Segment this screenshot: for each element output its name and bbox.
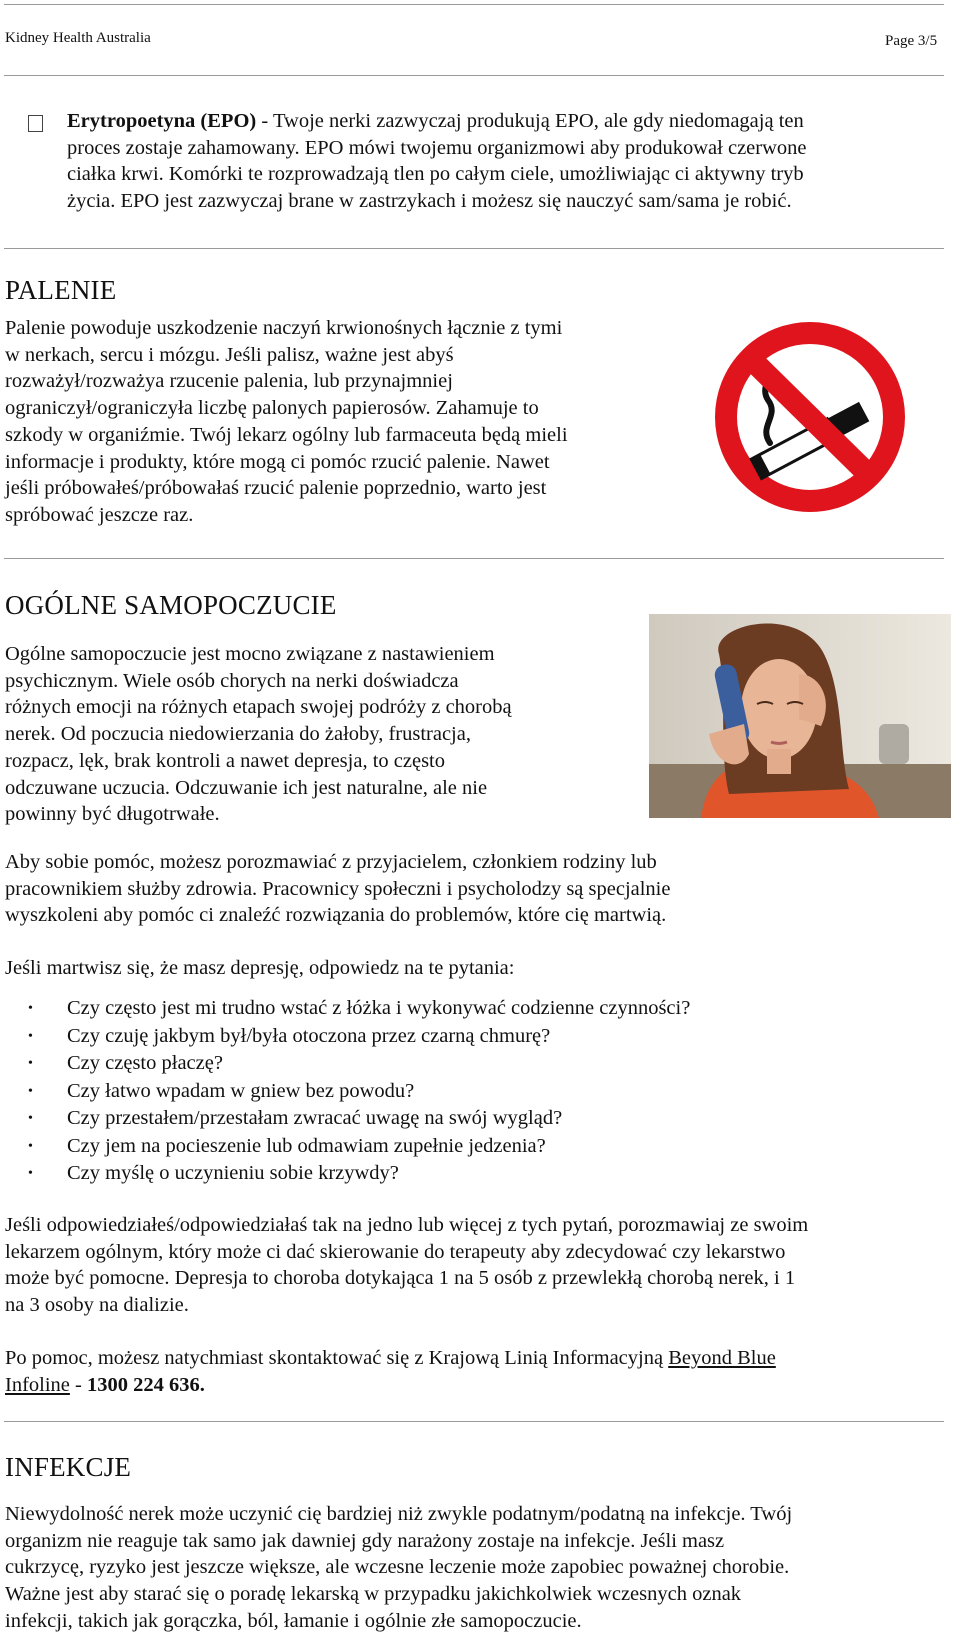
list-item xyxy=(0,995,690,1023)
epo-line-1 xyxy=(67,108,947,135)
wellbeing-line: odczuwane uczucia. Odczuwanie ich jest naturalne, ale nie xyxy=(5,776,488,799)
wellbeing-line: rozpacz, lęk, brak kontroli a nawet depresja, to często xyxy=(5,749,445,772)
header-page: Page 3/5 xyxy=(885,33,938,49)
wellbeing-intro xyxy=(5,641,645,828)
bullet: • xyxy=(28,1166,33,1181)
question-text: Czy jem na pocieszenie lub odmawiam zupełnie jedzenia? xyxy=(67,1134,546,1157)
question-text: Czy przestałem/przestałam zwracać uwagę na swój wygląd? xyxy=(67,1107,563,1129)
question-intro: Jeśli martwisz się, że masz depresję, odpowiedz na te pytania: xyxy=(5,957,515,979)
bullet: • xyxy=(28,1083,33,1099)
answer-paragraph xyxy=(5,1212,955,1319)
epo-term: Erytropoetyna (EPO) xyxy=(67,110,257,132)
wellbeing-help-line: pracownikiem służby zdrowia. Pracownicy społeczni i psycholodzy są specjalnie xyxy=(5,877,671,900)
wellbeing-line: powinny być długotrwałe. xyxy=(5,803,220,826)
smoking-line: spróbować jeszcze raz. xyxy=(5,503,194,526)
wellbeing-help-line: wyszkoleni aby pomóc ci znaleźć rozwiązania do problemów, które cię martwią. xyxy=(5,904,667,927)
wellbeing-help xyxy=(5,849,955,929)
infection-line: Niewydolność nerek może uczynić cię bardziej niż zwykle podatnym/podatną na infekcje. Twój xyxy=(5,1503,793,1525)
list-item xyxy=(0,1023,690,1051)
woman-on-phone-photo xyxy=(649,614,951,818)
infection-line: cukrzycę, ryzyko jest jeszcze większe, ale wczesne leczenie może zapobiec poważnej chorobie. xyxy=(5,1556,790,1579)
question-text: Czy często płaczę? xyxy=(67,1052,223,1074)
list-item xyxy=(0,1105,690,1133)
epo-line-1-text: - Twoje nerki zazwyczaj produkują EPO, ale gdy niedomagają ten xyxy=(256,110,804,132)
wellbeing-line: nerek. Od poczucia niedowierzania do żałoby, frustracja, xyxy=(5,723,471,746)
infection-line: Ważne jest aby starać się o poradę lekarską w przypadku jakichkolwiek wczesnych oznak xyxy=(5,1583,742,1606)
wellbeing-line: różnych emocji na różnych etapach swojej podróży z chorobą xyxy=(5,696,512,719)
smoking-line: w nerkach, sercu i mózgu. Jeśli palisz, ważne jest abyś xyxy=(5,343,454,366)
section-heading-infection: INFEKCJE xyxy=(5,1452,132,1482)
infection-line: infekcji, takich jak gorączka, ból, łamanie i ogólnie złe samopoczucie. xyxy=(5,1609,582,1632)
list-item xyxy=(0,1133,690,1161)
section-rule xyxy=(4,1421,944,1422)
epo-line: życia. EPO jest zazwyczaj brane w zastrzykach i możesz się nauczyć sam/sama je robić. xyxy=(67,190,792,213)
contact-paragraph xyxy=(5,1345,955,1398)
depression-questions-list xyxy=(0,995,690,1188)
list-item xyxy=(0,1078,690,1106)
contact-line-2 xyxy=(5,1372,955,1399)
top-rule xyxy=(4,4,944,5)
section-rule xyxy=(4,558,944,559)
smoking-line: jeśli próbowałeś/próbowałaś rzucić palenie poprzednio, warto jest xyxy=(5,477,547,500)
bullet: • xyxy=(28,1028,33,1044)
smoking-line: rozważył/rozważya rzucenie palenia, lub przynajmniej xyxy=(5,370,453,393)
smoking-line: informacje i produkty, które mogą ci pomóc rzucić palenie. Nawet xyxy=(5,450,550,473)
bullet: • xyxy=(28,1001,33,1016)
smoking-line: ograniczył/ograniczyła liczbę palonych papierosów. Zahamuje to xyxy=(5,397,539,420)
section-heading-smoking: PALENIE xyxy=(5,275,117,305)
answer-line: może być pomocne. Depresja to choroba dotykająca 1 na 5 osób z przewlekłą chorobą nerek, i 1 xyxy=(5,1267,796,1290)
list-item xyxy=(0,1050,690,1078)
answer-line: lekarzem ogólnym, który może ci dać skierowanie do terapeuty aby zdecydować czy lekarstwo xyxy=(5,1240,786,1263)
bullet: • xyxy=(28,1111,33,1126)
answer-line: Jeśli odpowiedziałeś/odpowiedziałaś tak na jedno lub więcej z tych pytań, porozmawiaj ze swoim xyxy=(5,1214,809,1236)
infoline-link[interactable]: Infoline xyxy=(5,1373,70,1396)
question-text: Czy myślę o uczynieniu sobie krzywdy? xyxy=(67,1162,399,1184)
answer-line: na 3 osoby na dializie. xyxy=(5,1294,189,1317)
epo-line: ciałka krwi. Komórki te rozprowadzają tlen po całym ciele, umożliwiając ci aktywny tryb xyxy=(67,163,804,186)
smoking-line: szkody w organiźmie. Twój lekarz ogólny lub farmaceuta będą mieli xyxy=(5,423,568,446)
epo-line: proces zostaje zahamowany. EPO mówi twojemu organizmowi aby produkował czerwone xyxy=(67,136,807,159)
infection-paragraph xyxy=(5,1501,955,1635)
question-text: Czy często jest mi trudno wstać z łóżka i wykonywać codzienne czynności? xyxy=(67,997,691,1019)
beyond-blue-link[interactable]: Beyond Blue xyxy=(668,1347,776,1369)
wellbeing-line: psychicznym. Wiele osób chorych na nerki doświadcza xyxy=(5,669,459,692)
smoking-paragraph xyxy=(5,315,695,529)
contact-prefix: Po pomoc, możesz natychmiast skontaktować się z Krajową Linią Informacyjną xyxy=(5,1347,669,1369)
bullet: • xyxy=(28,1056,33,1071)
infection-line: organizm nie reaguje tak samo jak dawniej gdy narażony zostaje na infekcje. Jeśli masz xyxy=(5,1529,725,1552)
wellbeing-line: Ogólne samopoczucie jest mocno związane z nastawieniem xyxy=(5,643,495,665)
contact-line-1 xyxy=(5,1345,955,1372)
checkbox-icon xyxy=(28,115,43,132)
wellbeing-help-line: Aby sobie pomóc, możesz porozmawiać z przyjacielem, członkiem rodziny lub xyxy=(5,851,657,873)
section-heading-wellbeing: OGÓLNE SAMOPOCZUCIE xyxy=(5,590,337,620)
question-text: Czy czuję jakbym był/była otoczona przez czarną chmurę? xyxy=(67,1024,551,1047)
contact-dash: - xyxy=(69,1373,87,1396)
header-rule xyxy=(4,75,944,76)
no-smoking-sign xyxy=(708,318,912,516)
contact-phone: 1300 224 636. xyxy=(86,1373,205,1396)
smoking-line: Palenie powoduje uszkodzenie naczyń krwionośnych łącznie z tymi xyxy=(5,317,563,339)
section-rule xyxy=(4,248,944,249)
question-text: Czy łatwo wpadam w gniew bez powodu? xyxy=(67,1079,415,1102)
list-item xyxy=(0,1160,690,1188)
bullet: • xyxy=(28,1138,33,1154)
header-org: Kidney Health Australia xyxy=(5,30,151,46)
epo-paragraph xyxy=(67,108,947,215)
